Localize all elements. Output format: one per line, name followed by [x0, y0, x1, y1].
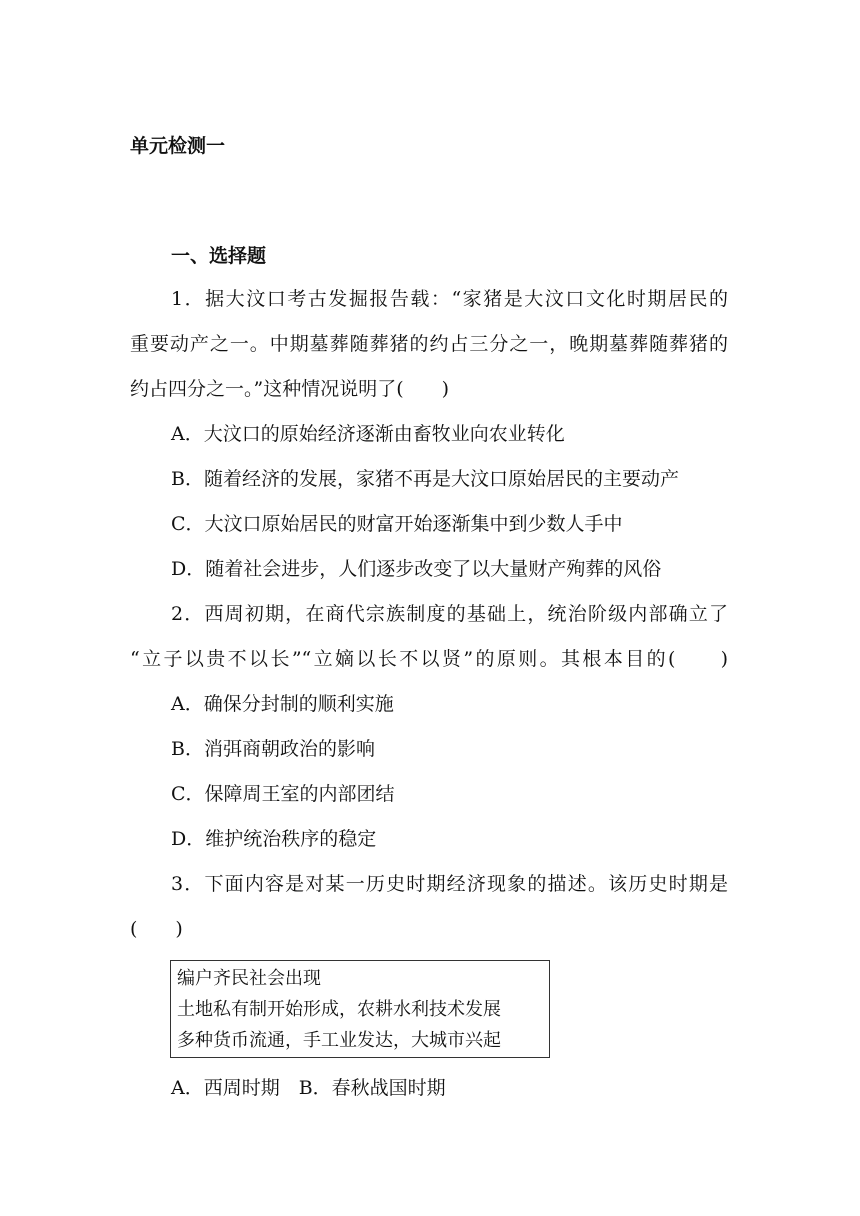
q2-option-b: B．消弭商朝政治的影响 [171, 738, 375, 760]
q3-box-line: 土地私有制开始形成，农耕水利技术发展 [177, 999, 501, 1020]
q1-option-a: A．大汶口的原始经济逐渐由畜牧业向农业转化 [171, 423, 565, 445]
q3-box-line: 编户齐民社会出现 [177, 968, 321, 989]
q1-stem-line1: 1．据大汶口考古发掘报告载：“家猪是大汶口文化时期居民的 [171, 288, 728, 310]
q1-stem-line2: 重要动产之一。中期墓葬随葬猪的约占三分之一，晚期墓葬随葬猪的 [130, 333, 728, 355]
q2-option-c: C．保障周王室的内部团结 [171, 783, 395, 805]
q1-stem-line3: 约占四分之一。”这种情况说明了( ) [130, 378, 450, 400]
section-heading: 一、选择题 [171, 245, 267, 267]
q2-option-d: D．维护统治秩序的稳定 [171, 828, 377, 850]
document-title: 单元检测一 [130, 135, 226, 157]
q3-stem-line2: ( ) [130, 918, 183, 940]
q2-stem-line1: 2．西周初期，在商代宗族制度的基础上，统治阶级内部确立了 [171, 603, 728, 625]
q2-stem-line2: “立子以贵不以长”“立嫡以长不以贤”的原则。其根本目的( ) [130, 648, 728, 670]
q3-options-ab: A．西周时期 B．春秋战国时期 [171, 1077, 446, 1099]
q1-option-b: B．随着经济的发展，家猪不再是大汶口原始居民的主要动产 [171, 468, 679, 490]
q1-option-c: C．大汶口原始居民的财富开始逐渐集中到少数人手中 [171, 513, 623, 535]
q3-stem-line1: 3．下面内容是对某一历史时期经济现象的描述。该历史时期是 [171, 873, 728, 895]
q2-option-a: A．确保分封制的顺利实施 [171, 693, 394, 715]
q3-box-line: 多种货币流通，手工业发达，大城市兴起 [177, 1030, 501, 1051]
q3-description-box [170, 960, 550, 1058]
q1-option-d: D．随着社会进步，人们逐步改变了以大量财产殉葬的风俗 [171, 558, 662, 580]
